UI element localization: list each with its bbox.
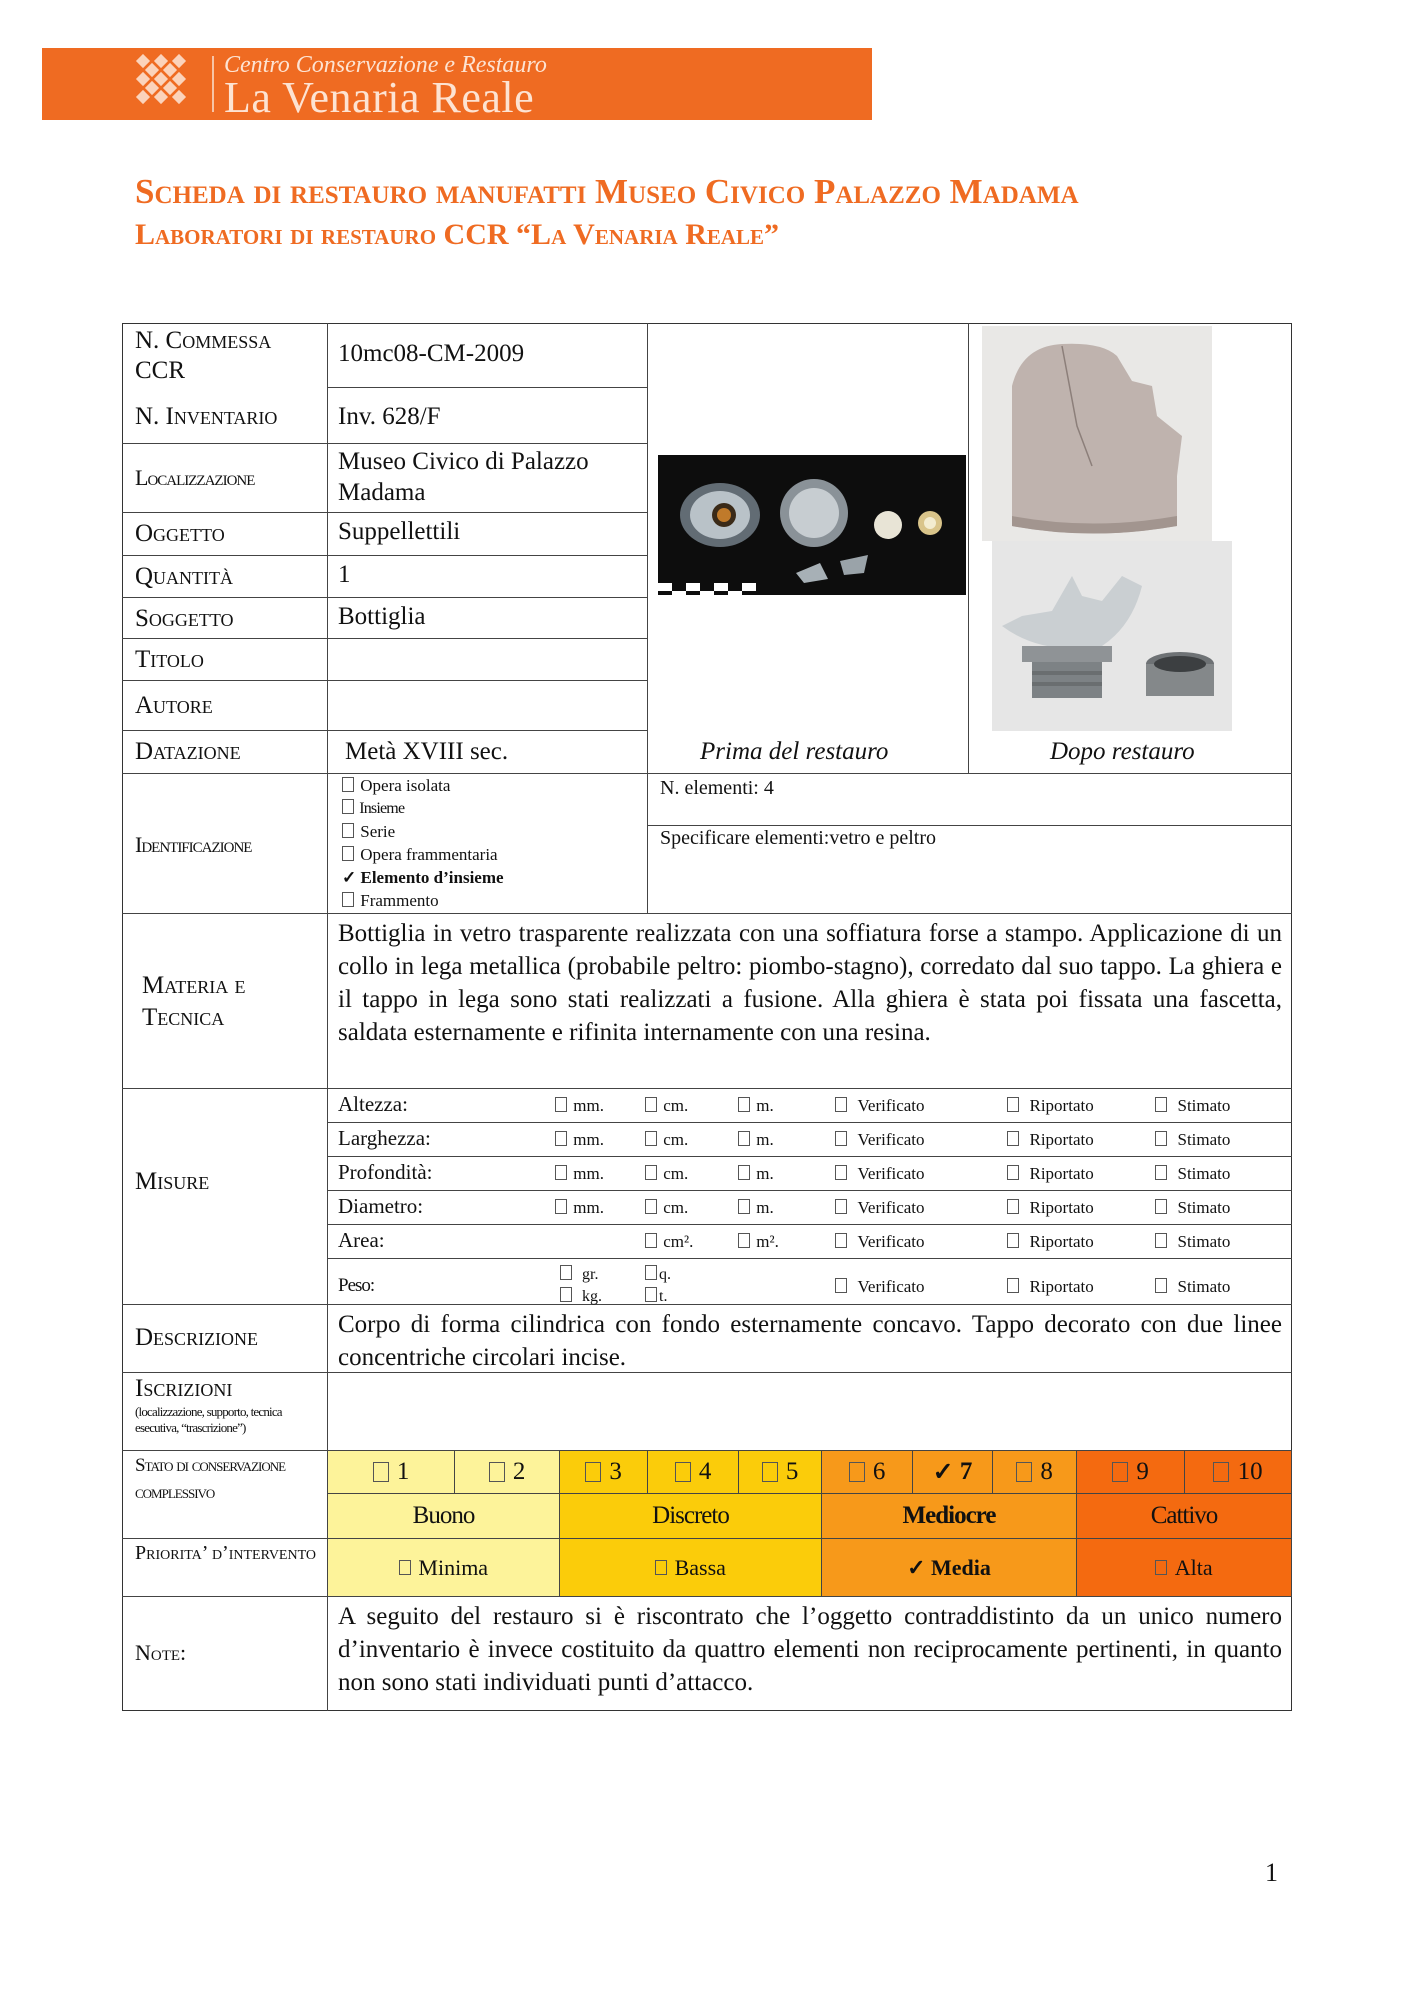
- misura-method-option[interactable]: Stimato: [1155, 1096, 1230, 1116]
- misura-unit-option[interactable]: cm².: [645, 1232, 693, 1252]
- photo-before: [658, 455, 966, 595]
- iscrizioni-sub: (localizzazione, supporto, tecnica esecutiva, “trascrizione”): [135, 1404, 282, 1435]
- datazione-label: Datazione: [135, 738, 241, 765]
- page-title: Scheda di restauro manufatti Museo Civico Palazzo Madama: [135, 172, 1079, 211]
- priorita-option[interactable]: Minima: [328, 1539, 560, 1596]
- priorita-option[interactable]: ✓ Media: [822, 1539, 1077, 1596]
- datazione-value: Metà XVIII sec.: [345, 738, 509, 765]
- localizzazione-value: Museo Civico di Palazzo Madama: [338, 448, 589, 506]
- iscrizioni-label: Iscrizioni: [135, 1375, 233, 1402]
- stato-option-3[interactable]: 3: [560, 1451, 648, 1494]
- peso-method-option[interactable]: Riportato: [1007, 1277, 1094, 1297]
- misura-method-option[interactable]: Stimato: [1155, 1164, 1230, 1184]
- localizzazione-label: Localizzazione: [135, 465, 255, 490]
- misura-name: Area:: [338, 1228, 385, 1252]
- peso-name: Peso:: [338, 1275, 375, 1296]
- misura-unit-option[interactable]: m².: [738, 1232, 779, 1252]
- peso-unit-option[interactable]: q.: [645, 1265, 671, 1284]
- peso-unit-option[interactable]: gr.: [560, 1265, 598, 1284]
- descrizione-label: Descrizione: [135, 1324, 259, 1351]
- misura-unit-option[interactable]: m.: [738, 1130, 774, 1150]
- stato-label: Stato di conservazione complessivo: [135, 1455, 286, 1503]
- elementi-specificare: Specificare elementi:vetro e peltro: [660, 827, 936, 849]
- peso-unit-option[interactable]: kg.: [560, 1287, 602, 1306]
- stato-option-8[interactable]: 8: [993, 1451, 1077, 1494]
- soggetto-value: Bottiglia: [338, 603, 426, 630]
- stato-category: Buono: [328, 1494, 560, 1538]
- stato-option-1[interactable]: 1: [328, 1451, 455, 1494]
- inventario-label: N. Inventario: [135, 403, 278, 430]
- page-number: 1: [1265, 1858, 1278, 1887]
- misura-method-option[interactable]: Verificato: [835, 1232, 925, 1252]
- oggetto-value: Suppellettili: [338, 518, 461, 545]
- photo-after-caption: Dopo restauro: [1050, 738, 1195, 765]
- misura-name: Larghezza:: [338, 1126, 431, 1150]
- misura-unit-option[interactable]: mm.: [555, 1164, 604, 1184]
- misura-method-option[interactable]: Riportato: [1007, 1198, 1094, 1218]
- stato-category: Discreto: [560, 1494, 822, 1538]
- elementi-count: N. elementi: 4: [660, 777, 774, 799]
- commessa-value: 10mc08-CM-2009: [338, 340, 525, 367]
- page-subtitle: Laboratori di restauro CCR “La Venaria Reale”: [135, 218, 780, 251]
- misura-method-option[interactable]: Riportato: [1007, 1130, 1094, 1150]
- stato-option-7[interactable]: ✓ 7: [913, 1451, 993, 1494]
- priorita-label: Priorita’ d’intervento: [135, 1542, 316, 1564]
- titolo-label: Titolo: [135, 646, 204, 673]
- identificazione-option[interactable]: Serie: [342, 822, 504, 845]
- misura-unit-option[interactable]: mm.: [555, 1130, 604, 1150]
- misura-unit-option[interactable]: cm.: [645, 1164, 688, 1184]
- misura-unit-option[interactable]: cm.: [645, 1198, 688, 1218]
- ccr-logo-icon: [132, 54, 192, 114]
- misura-method-option[interactable]: Verificato: [835, 1198, 925, 1218]
- stato-option-6[interactable]: 6: [822, 1451, 913, 1494]
- identificazione-option[interactable]: Frammento: [342, 891, 504, 914]
- commessa-label: N. Commessa CCR: [135, 327, 272, 384]
- misura-unit-option[interactable]: m.: [738, 1198, 774, 1218]
- stato-option-5[interactable]: 5: [739, 1451, 822, 1494]
- identificazione-option[interactable]: Opera isolata: [342, 776, 504, 799]
- quantita-label: Quantità: [135, 563, 234, 590]
- peso-method-option[interactable]: Verificato: [835, 1277, 925, 1297]
- stato-category: Cattivo: [1077, 1494, 1292, 1538]
- header-banner: [42, 48, 872, 120]
- stato-option-10[interactable]: 10: [1185, 1451, 1292, 1494]
- identificazione-option-checked[interactable]: ✓ Elemento d’insieme: [342, 868, 504, 887]
- misura-unit-option[interactable]: cm.: [645, 1096, 688, 1116]
- stato-category: Mediocre: [822, 1494, 1077, 1538]
- inventario-value: Inv. 628/F: [338, 403, 441, 430]
- oggetto-label: Oggetto: [135, 520, 225, 547]
- misura-unit-option[interactable]: cm.: [645, 1130, 688, 1150]
- photo-after-image: [982, 326, 1272, 736]
- misura-name: Diametro:: [338, 1194, 424, 1218]
- peso-unit-option[interactable]: t.: [645, 1287, 667, 1306]
- misura-unit-option[interactable]: m.: [738, 1096, 774, 1116]
- misura-method-option[interactable]: Verificato: [835, 1096, 925, 1116]
- stato-option-4[interactable]: 4: [648, 1451, 739, 1494]
- misura-method-option[interactable]: Verificato: [835, 1130, 925, 1150]
- misura-method-option[interactable]: Riportato: [1007, 1164, 1094, 1184]
- banner-line2: La Venaria Reale: [224, 73, 535, 122]
- misura-method-option[interactable]: Riportato: [1007, 1096, 1094, 1116]
- check-icon: ✓: [907, 1554, 932, 1580]
- descrizione-text: Corpo di forma cilindrica con fondo esternamente concavo. Tappo decorato con due linee concentriche circolari incise.: [338, 1311, 1282, 1371]
- materia-label: Materia e Tecnica: [142, 972, 246, 1031]
- check-icon: ✓: [932, 1459, 960, 1486]
- stato-option-9[interactable]: 9: [1077, 1451, 1185, 1494]
- banner-line1: Centro Conservazione e Restauro: [224, 52, 547, 78]
- autore-label: Autore: [135, 692, 213, 719]
- priorita-option[interactable]: Alta: [1077, 1539, 1292, 1596]
- photo-before-caption: Prima del restauro: [700, 738, 889, 765]
- stato-option-2[interactable]: 2: [455, 1451, 560, 1494]
- quantita-value: 1: [338, 561, 351, 588]
- misura-method-option[interactable]: Riportato: [1007, 1232, 1094, 1252]
- photo-after: [982, 326, 1272, 736]
- identificazione-options: [342, 776, 504, 914]
- identificazione-label: Identificazione: [135, 832, 252, 857]
- misura-method-option[interactable]: Stimato: [1155, 1232, 1230, 1252]
- check-icon: ✓: [342, 868, 357, 887]
- misura-unit-option[interactable]: m.: [738, 1164, 774, 1184]
- peso-method-option[interactable]: Stimato: [1155, 1277, 1230, 1297]
- misura-name: Altezza:: [338, 1092, 408, 1116]
- identificazione-option[interactable]: Insieme: [342, 799, 504, 822]
- banner-divider: [212, 56, 214, 112]
- identificazione-option[interactable]: Opera frammentaria: [342, 845, 504, 868]
- misure-label: Misure: [135, 1168, 210, 1195]
- note-text: A seguito del restauro si è riscontrato che l’oggetto contraddistinto da un unico numero d’inventario è invece costituito da quattro elementi non reciprocamente pertinenti, in quanto non sono stati individuati punti d’attacco.: [338, 1603, 1282, 1696]
- misura-unit-option[interactable]: mm.: [555, 1096, 604, 1116]
- note-label: Note:: [135, 1640, 187, 1665]
- misura-method-option[interactable]: Stimato: [1155, 1198, 1230, 1218]
- materia-text: Bottiglia in vetro trasparente realizzata con una soffiatura forse a stampo. Applicazione di un collo in lega metallica (probabile peltro: piombo-stagno), corredato dal suo tappo. La ghiera e il tappo in lega sono stati realizzati a fusione. Alla ghiera è stata poi fissata una fascetta, saldata esternamente e rifinita internamente con una resina.: [338, 920, 1282, 1046]
- misura-name: Profondità:: [338, 1160, 433, 1184]
- misura-method-option[interactable]: Verificato: [835, 1164, 925, 1184]
- soggetto-label: Soggetto: [135, 605, 234, 632]
- misura-unit-option[interactable]: mm.: [555, 1198, 604, 1218]
- photo-before-image: [658, 455, 966, 595]
- priorita-option[interactable]: Bassa: [560, 1539, 822, 1596]
- misura-method-option[interactable]: Stimato: [1155, 1130, 1230, 1150]
